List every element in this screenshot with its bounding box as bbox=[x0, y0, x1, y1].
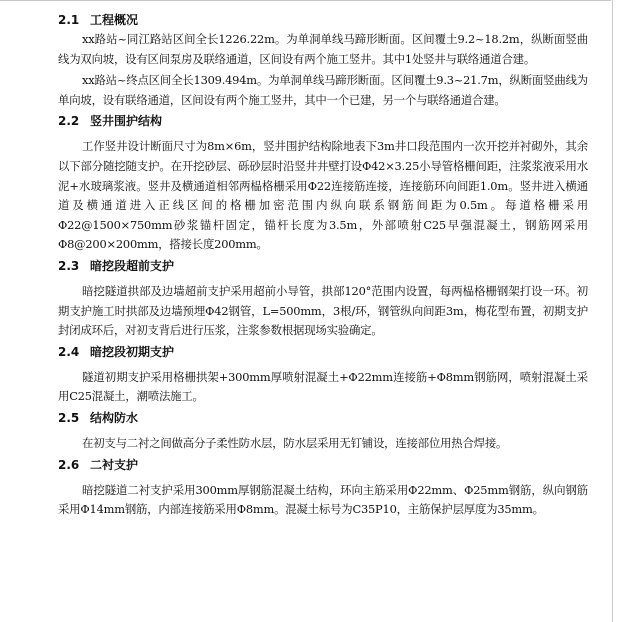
section-number: 2.6 bbox=[58, 457, 80, 472]
section-title: 二衬支护 bbox=[90, 457, 139, 472]
section-title: 暗挖段超前支护 bbox=[90, 258, 175, 273]
section-number: 2.3 bbox=[58, 258, 80, 273]
section-heading-2-3 bbox=[58, 257, 588, 276]
section-paragraph: 暗挖隧道拱部及边墙超前支护采用超前小导管，拱部120°范围内设置，每两榀格栅钢架打设一环。初期支护施工时拱部及边墙预埋Φ42钢管，L=500mm，3根/环，钢管纵向间距3m，梅花型布置，初期支护封闭成环后，对初支背后进行压浆，注浆参数根据现场实验确定。 bbox=[58, 283, 588, 338]
section-title: 竖井围护结构 bbox=[90, 114, 163, 129]
section-paragraph: 工作竖井设计断面尺寸为8m×6m，竖井围护结构除地表下3m井口段范围内一次开挖并衬砌外，其余以下部分随挖随支护。在开挖砂层、砾砂层时沿竖井井壁打设Φ42×3.25小导管格栅间距，注浆浆液采用水泥+水玻璃浆液。竖井及横通道相邻两榀格栅采用Φ22连接筋连接，连接筋环向间距1.0m。竖井进入横通道及横通道进入正线区间的格栅加密范围内纵向联系钢筋间距为0.5m。每道格栅采用Φ22@1500×750mm砂浆锚杆固定，锚杆长度为3.5m，外部喷射C25早强混凝土，钢筋网采用Φ8@200×200mm，搭接长度200mm。 bbox=[58, 139, 588, 252]
document-body bbox=[58, 11, 588, 522]
section-paragraph: 在初支与二衬之间做高分子柔性防水层，防水层采用无钉铺设，连接部位用热合焊接。 bbox=[82, 435, 508, 450]
section-title: 结构防水 bbox=[90, 410, 139, 425]
section-heading-2-5 bbox=[58, 409, 588, 428]
page-right-rule bbox=[612, 0, 613, 622]
section-title: 暗挖段初期支护 bbox=[90, 344, 175, 359]
section-number: 2.1 bbox=[58, 13, 80, 27]
section-heading-2-6 bbox=[58, 456, 588, 475]
section-heading-2-2 bbox=[58, 112, 588, 131]
section-paragraph: xx路站~同江路站区间全长1226.22m。为单洞单线马蹄形断面。区间覆土9.2~18.2m，纵断面竖曲线为双向坡，设有区间泵房及联络通道，区间设有两个施工竖井。其中1处竖井与联络通道合建。 bbox=[58, 32, 588, 66]
page-top-rule bbox=[0, 0, 611, 1]
section-number: 2.5 bbox=[58, 410, 80, 425]
section-title: 工程概况 bbox=[90, 13, 139, 27]
section-heading-2-4 bbox=[58, 343, 588, 362]
section-number: 2.2 bbox=[58, 114, 80, 129]
section-paragraph: 暗挖隧道二衬支护采用300mm厚钢筋混凝土结构，环向主筋采用Φ22mm、Φ25mm钢筋，纵向钢筋采用Φ14mm钢筋，内部连接筋采用Φ8mm。混凝土标号为C35P10，主筋保护层厚度为35mm。 bbox=[58, 482, 588, 517]
section-heading-2-1 bbox=[58, 11, 588, 30]
section-paragraph: 隧道初期支护采用格栅拱架+300mm厚喷射混凝土+Φ22mm连接筋+Φ8mm钢筋网，喷射混凝土采用C25混凝土，潮喷法施工。 bbox=[58, 369, 588, 404]
section-number: 2.4 bbox=[58, 344, 80, 359]
section-paragraph: xx路站~终点区间全长1309.494m。为单洞单线马蹄形断面。区间覆土9.3~21.7m，纵断面竖曲线为单向坡，设有联络通道，区间设有两个施工竖井，其中一个已建，另一个与联络通道合建。 bbox=[58, 73, 588, 107]
